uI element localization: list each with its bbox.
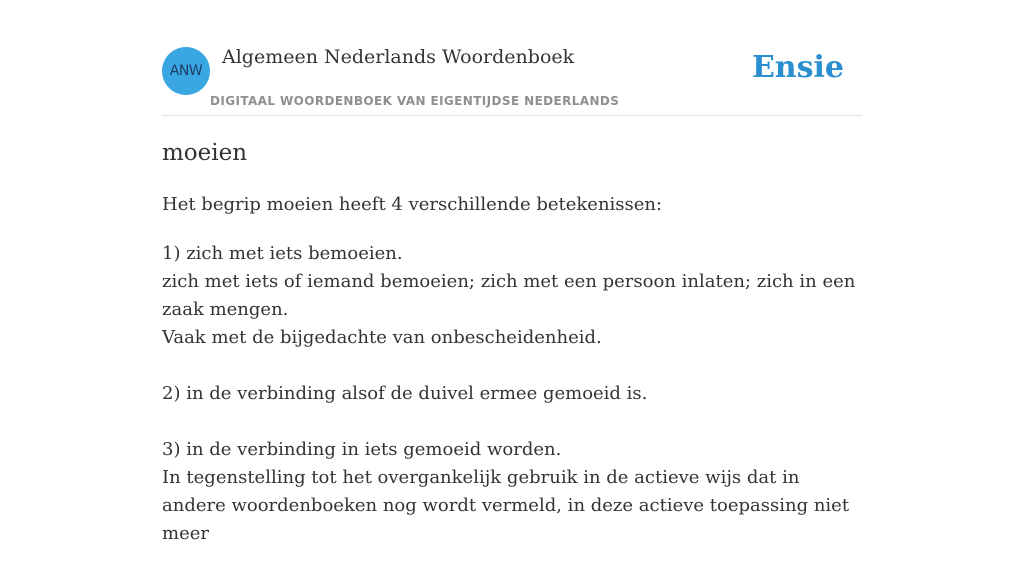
page-content	[162, 0, 862, 544]
anw-logo[interactable]	[162, 47, 210, 95]
site-header	[162, 0, 862, 116]
meaning-item	[162, 380, 862, 408]
site-title[interactable]: Algemeen Nederlands Woordenboek	[222, 46, 575, 68]
headword: moeien	[162, 140, 248, 166]
ensie-brand-link[interactable]: Ensie	[751, 50, 844, 85]
meaning-line: 1) zich met iets bemoeien.	[162, 243, 403, 264]
meaning-item	[162, 240, 862, 352]
meaning-line: 2) in de verbinding alsof de duivel ermee gemoeid is.	[162, 383, 648, 404]
meanings-intro: Het begrip moeien heeft 4 verschillende betekenissen:	[162, 194, 663, 215]
meaning-line: 3) in de verbinding in iets gemoeid worden.	[162, 439, 562, 460]
meaning-line: zich met iets of iemand bemoeien; zich met een persoon inlaten; zich in een zaak mengen.	[162, 271, 856, 320]
meaning-line: Vaak met de bijgedachte van onbescheidenheid.	[162, 327, 602, 348]
site-subtitle: DIGITAAL WOORDENBOEK VAN EIGENTIJDSE NEDERLANDS	[210, 94, 620, 108]
logo-text: ANW	[169, 63, 203, 79]
meanings-list	[162, 240, 862, 576]
meaning-line: In tegenstelling tot het overgankelijk gebruik in de actieve wijs dat in andere woordenboeken nog wordt vermeld, in deze actieve toepassing niet meer	[162, 467, 850, 544]
meaning-item	[162, 436, 862, 548]
